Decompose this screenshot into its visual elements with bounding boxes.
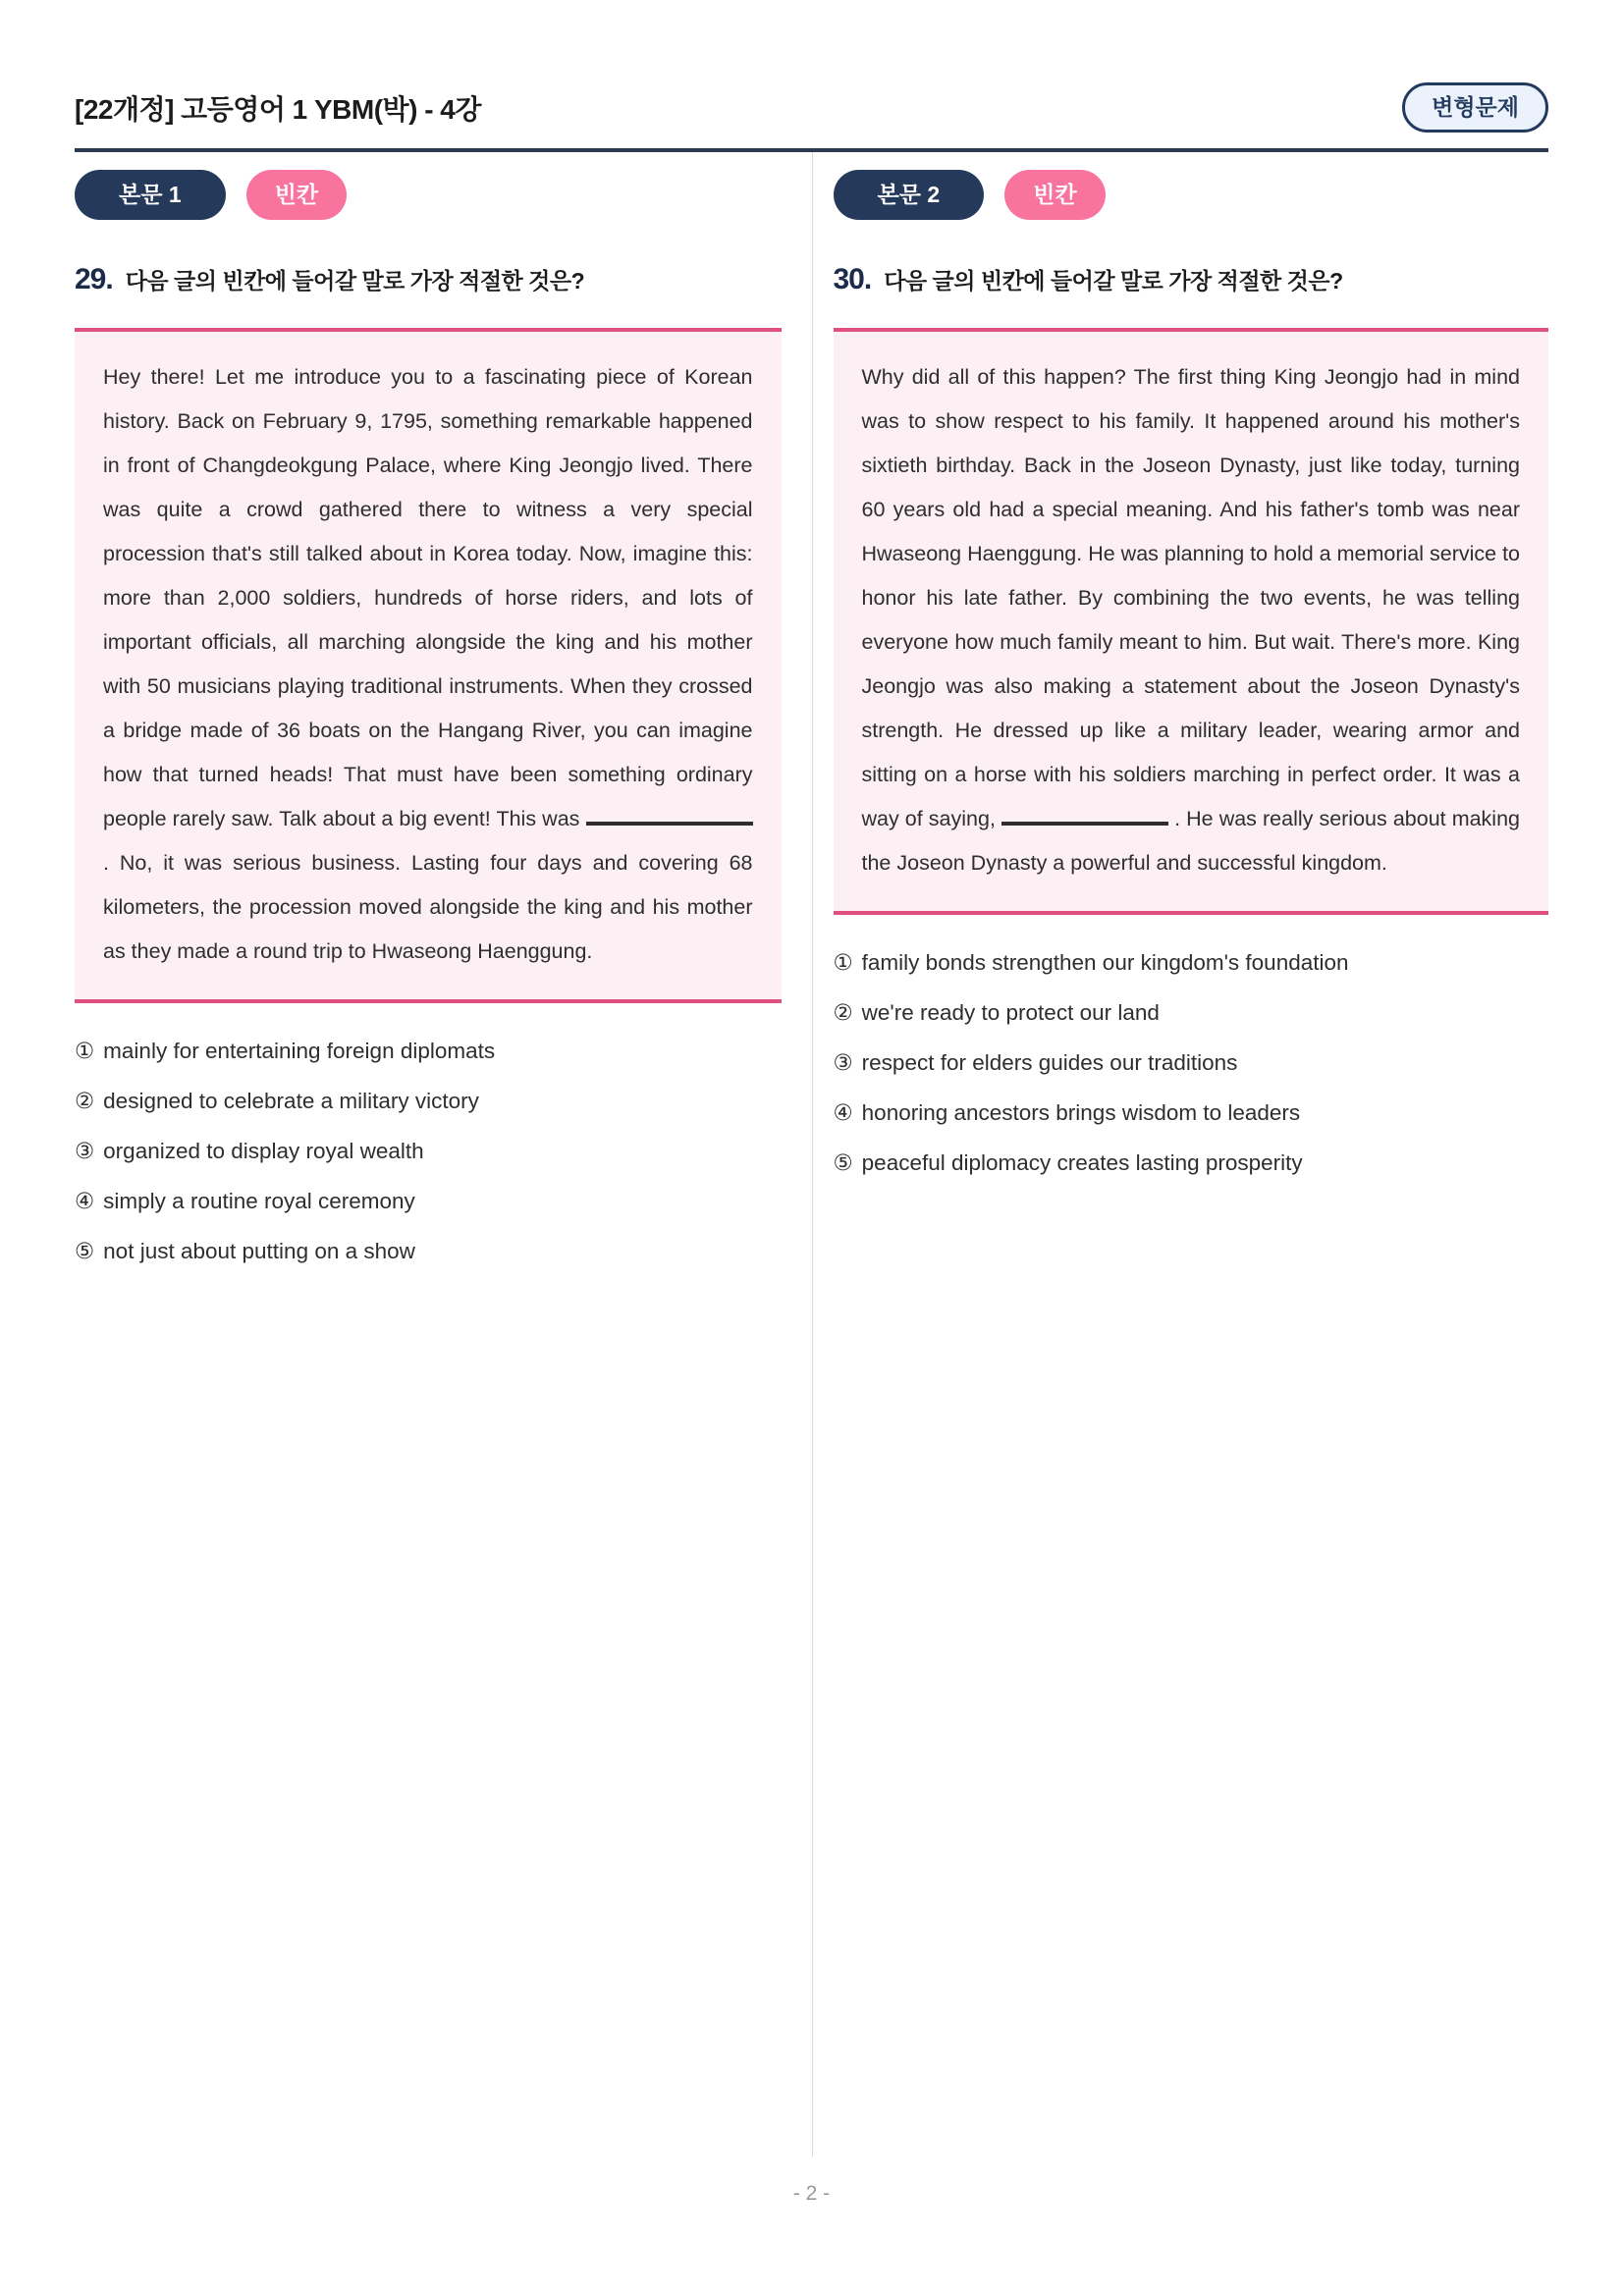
choice-5-marker: ⑤ bbox=[75, 1239, 95, 1263]
question-30-passage bbox=[834, 328, 1549, 915]
choice-3-text: organized to display royal wealth bbox=[103, 1139, 424, 1163]
choice-2-text: we're ready to protect our land bbox=[861, 1000, 1160, 1025]
choice-1-text: family bonds strengthen our kingdom's foundation bbox=[861, 950, 1349, 975]
choice-5-text: peaceful diplomacy creates lasting prosperity bbox=[861, 1150, 1303, 1175]
choice-4 bbox=[75, 1187, 782, 1216]
question-number: 29. bbox=[75, 263, 113, 295]
passage-text-before-blank: Hey there! Let me introduce you to a fascinating piece of Korean history. Back on February 9, 1795, something remarkable happened in front of Changdeokgung Palace, where King Jeongjo lived. There was quite a crowd gathered there to witness a very special procession that's still talked about in Korea today. Now, imagine this: more than 2,000 soldiers, hundreds of horse riders, and lots of important officials, all marching alongside the king and his mother with 50 musicians playing traditional instruments. When they crossed a bridge made of 36 boats on the Hangang River, you can imagine how that turned heads! That must have been something ordinary people rarely saw. Talk about a big event! This was bbox=[103, 365, 753, 830]
choice-4 bbox=[834, 1098, 1549, 1128]
choice-1-marker: ① bbox=[75, 1039, 95, 1063]
page-title: [22개정] 고등영어 1 YBM(박) - 4강 bbox=[75, 93, 481, 125]
question-29-passage bbox=[75, 328, 782, 1003]
fill-in-blank-line bbox=[1001, 820, 1168, 826]
choice-5-text: not just about putting on a show bbox=[103, 1239, 415, 1263]
blank-type-badge: 빈칸 bbox=[246, 170, 347, 220]
question-29-badges bbox=[75, 170, 782, 220]
passage-text-before-blank: Why did all of this happen? The first thing King Jeongjo had in mind was to show respect to his family. It happened around his mother's sixtieth birthday. Back in the Joseon Dynasty, just like today, turning 60 years old had a special meaning. And his father's tomb was near Hwaseong Haenggung. He was planning to hold a memorial service to honor his late father. By combining the two events, he was telling everyone how much family meant to him. But wait. There's more. King Jeongjo was also making a statement about the Joseon Dynasty's strength. He dressed up like a military leader, wearing armor and sitting on a horse with his soldiers marching in perfect order. It was a way of saying, bbox=[861, 365, 1520, 830]
page-number: - 2 - bbox=[792, 2182, 831, 2205]
choice-5 bbox=[834, 1148, 1549, 1178]
passage-text-after-blank: . He was really serious about making the Joseon Dynasty a powerful and successful kingdom. bbox=[861, 807, 1521, 875]
choice-3-marker: ③ bbox=[833, 1050, 853, 1075]
choice-1 bbox=[75, 1037, 782, 1066]
source-badge: 본문 1 bbox=[75, 170, 226, 220]
choice-2 bbox=[834, 998, 1549, 1028]
question-30-badges bbox=[834, 170, 1549, 220]
fill-in-blank-line bbox=[586, 820, 753, 826]
choice-5-marker: ⑤ bbox=[833, 1150, 853, 1175]
choice-3 bbox=[834, 1048, 1549, 1078]
choice-2-marker: ② bbox=[833, 1000, 853, 1025]
choice-4-marker: ④ bbox=[833, 1100, 853, 1125]
question-prompt: 다음 글의 빈칸에 들어갈 말로 가장 적절한 것은? bbox=[125, 268, 585, 294]
page-header bbox=[75, 0, 1548, 152]
choice-2 bbox=[75, 1087, 782, 1116]
choice-4-text: honoring ancestors brings wisdom to leaders bbox=[861, 1100, 1301, 1125]
choice-4-text: simply a routine royal ceremony bbox=[103, 1189, 415, 1213]
choice-5 bbox=[75, 1237, 782, 1266]
choice-1-marker: ① bbox=[833, 950, 853, 975]
question-number: 30. bbox=[833, 263, 872, 295]
source-badge: 본문 2 bbox=[834, 170, 985, 220]
choice-2-marker: ② bbox=[75, 1089, 95, 1113]
choice-1 bbox=[834, 948, 1549, 978]
choice-3 bbox=[75, 1137, 782, 1166]
blank-type-badge: 빈칸 bbox=[1004, 170, 1105, 220]
variant-problem-badge: 변형문제 bbox=[1402, 82, 1548, 133]
choice-2-text: designed to celebrate a military victory bbox=[103, 1089, 479, 1113]
question-29-choices bbox=[75, 1037, 782, 1266]
choice-3-marker: ③ bbox=[75, 1139, 95, 1163]
question-30-column bbox=[812, 152, 1549, 2157]
choice-3-text: respect for elders guides our traditions bbox=[861, 1050, 1238, 1075]
question-29-heading bbox=[75, 263, 782, 296]
two-column-layout bbox=[75, 152, 1548, 2157]
question-30-choices bbox=[834, 948, 1549, 1178]
passage-text-after-blank: . No, it was serious business. Lasting four days and covering 68 kilometers, the procession moved alongside the king and his mother as they made a round trip to Hwaseong Haenggung. bbox=[103, 851, 753, 963]
question-prompt: 다음 글의 빈칸에 들어갈 말로 가장 적절한 것은? bbox=[884, 268, 1343, 294]
question-30-heading bbox=[834, 263, 1549, 296]
choice-4-marker: ④ bbox=[75, 1189, 95, 1213]
question-29-column bbox=[75, 152, 812, 2157]
choice-1-text: mainly for entertaining foreign diplomats bbox=[103, 1039, 496, 1063]
